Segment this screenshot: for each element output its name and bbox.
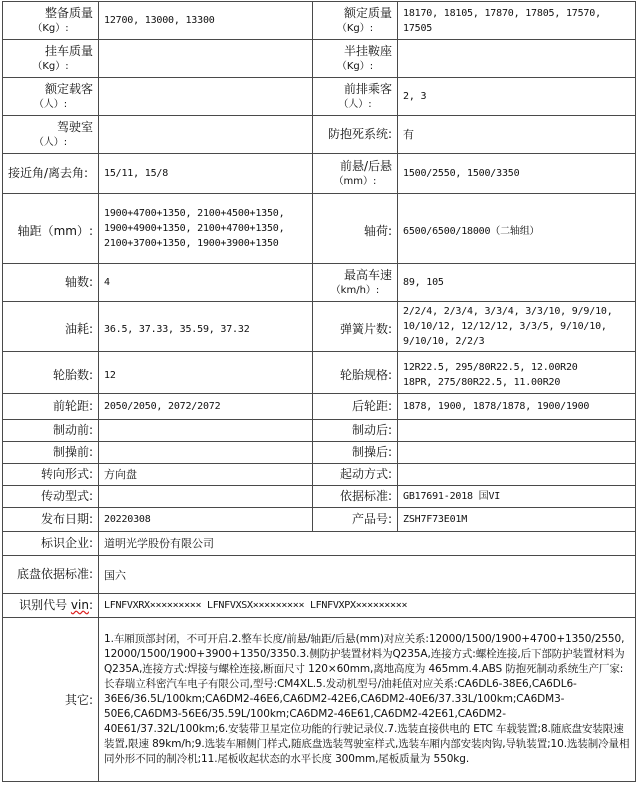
rated-passengers-value <box>99 78 313 116</box>
release-date-label: 发布日期: <box>3 508 99 532</box>
cab-unit: （人）: <box>33 136 68 148</box>
semi-saddle-label <box>313 40 398 78</box>
ctrl-rear-value <box>398 442 636 464</box>
fuel-label: 油耗: <box>3 302 99 352</box>
release-date-value: 20220308 <box>99 508 313 532</box>
max-speed-unit: （km/h）: <box>330 284 380 296</box>
other-label: 其它: <box>3 618 99 782</box>
product-no-label: 产品号: <box>313 508 398 532</box>
cab-label <box>3 116 99 154</box>
rated-mass-value: 18170, 18105, 17870, 17805, 17570, 17505 <box>398 2 636 40</box>
wheelbase-label: 轴距（mm）: <box>3 194 99 264</box>
tire-spec-line-1: 12R22.5, 295/80R22.5, 12.00R20 <box>403 361 578 373</box>
company-label: 标识企业: <box>3 532 99 556</box>
vin-value: LFNFVXRX××××××××× LFNFVXSX××××××××× LFNFVXPX××××××××× <box>99 594 636 618</box>
rated-mass-title: 额定质量 <box>343 5 392 20</box>
abs-value: 有 <box>398 116 636 154</box>
curb-weight-title: 整备质量 <box>44 5 93 20</box>
other-value: 1.车厢顶部封闭，不可开启.2.整车长度/前悬/轴距/后悬(mm)对应关系:12000/1500/1900+4700+1350/2550, 12000/1500/1900+3900+1350/3350.3.侧防护装置材料为Q235A,连接方式:螺栓连接,后下部防护装置材料为Q235A,连接方式:焊接与螺栓连接,断面尺寸 120×60mm,离地高度为 465mm.4.ABS 防抱死制动系统生产厂家:长春瑞立科密汽车电子有限公司,型号:CM4XL.5.发动机型号/油耗值对应关系:CA6DL6-38E6,CA6DL6-36E6/36.5L/100km;CA6DM2-46E6,CA6DM2-42E6,CA6DM2-40E6/37.33L/100km;CA6DM3-50E6,CA6DM3-56E6/35.59L/100km;CA6DM2-46E61,CA6DM2-42E61,CA6DM2-40E61/37.32L/100km;6.安装带卫星定位功能的行驶记录仪.7.选装直接供电的 ETC 车载装置;8.随底盘安装限速装置,限速 89km/h;9.选装车厢侧门样式,随底盘选装驾驶室样式,选装车厢内部安装肉钩,导轨装置;10.选装制冷量相同外形不同的制冷机;11.尾板收起状态的水平长度 300mm,尾板质量为 550kg. <box>99 618 636 782</box>
curb-weight-value: 12700, 13000, 13300 <box>99 2 313 40</box>
vin-label-pre: 识别代号 <box>19 598 71 612</box>
brake-rear-label: 制动后: <box>313 420 398 442</box>
ctrl-rear-label: 制操后: <box>313 442 398 464</box>
axles-label: 轴数: <box>3 264 99 302</box>
curb-weight-unit: （Kg）: <box>32 22 69 34</box>
tire-spec-line-2: 18PR, 275/80R22.5, 11.00R20 <box>403 376 561 388</box>
standard-value: GB17691-2018 国VI <box>398 486 636 508</box>
front-track-label: 前轮距: <box>3 394 99 420</box>
semi-saddle-title: 半挂鞍座 <box>343 43 392 58</box>
wheelbase-value: 1900+4700+1350, 2100+4500+1350, 1900+4900+1350, 2100+4700+1350, 2100+3700+1350, 1900+3900+1350 <box>99 194 313 264</box>
axle-load-label: 轴荷: <box>313 194 398 264</box>
max-speed-title: 最高车速 <box>343 267 392 282</box>
springs-label: 弹簧片数: <box>313 302 398 352</box>
front-track-value: 2050/2050, 2072/2072 <box>99 394 313 420</box>
front-passengers-value: 2, 3 <box>398 78 636 116</box>
rated-mass-unit: （Kg）: <box>336 22 374 34</box>
abs-label: 防抱死系统: <box>313 116 398 154</box>
tire-spec-value <box>398 352 636 394</box>
chassis-std-value: 国六 <box>99 556 636 594</box>
axle-load-value: 6500/6500/18000（二轴组） <box>398 194 636 264</box>
angles-value: 15/11, 15/8 <box>99 154 313 194</box>
cab-value <box>99 116 313 154</box>
product-no-value: ZSH7F73E01M <box>398 508 636 532</box>
company-value: 道明光学股份有限公司 <box>99 532 636 556</box>
trailer-mass-title: 挂车质量 <box>44 43 93 58</box>
curb-weight-label <box>3 2 99 40</box>
start-value <box>398 464 636 486</box>
max-speed-label <box>313 264 398 302</box>
vin-label-vin: vin <box>70 598 89 612</box>
overhang-value: 1500/2550, 1500/3350 <box>398 154 636 194</box>
tire-spec-label: 轮胎规格: <box>313 352 398 394</box>
steering-value: 方向盘 <box>99 464 313 486</box>
angles-label: 接近角/离去角: <box>3 154 99 194</box>
overhang-title: 前悬/后悬 <box>339 158 392 173</box>
front-passengers-title: 前排乘客 <box>343 81 392 96</box>
start-label: 起动方式: <box>313 464 398 486</box>
front-passengers-label <box>313 78 398 116</box>
max-speed-value: 89, 105 <box>398 264 636 302</box>
trailer-mass-value <box>99 40 313 78</box>
rated-passengers-unit: （人）: <box>33 98 68 110</box>
drive-label: 传动型式: <box>3 486 99 508</box>
overhang-unit: （mm）: <box>333 175 377 187</box>
fuel-value: 36.5, 37.33, 35.59, 37.32 <box>99 302 313 352</box>
brake-front-value <box>99 420 313 442</box>
ctrl-front-value <box>99 442 313 464</box>
springs-value: 2/2/4, 2/3/4, 3/3/4, 3/3/10, 9/9/10, 10/10/12, 12/12/12, 3/3/5, 9/10/10, 9/10/10, 2/2/3 <box>398 302 636 352</box>
trailer-mass-unit: （Kg）: <box>32 60 69 72</box>
standard-label: 依据标准: <box>313 486 398 508</box>
vin-label <box>3 594 99 618</box>
brake-rear-value <box>398 420 636 442</box>
semi-saddle-unit: （Kg）: <box>336 60 374 72</box>
brake-front-label: 制动前: <box>3 420 99 442</box>
steering-label: 转向形式: <box>3 464 99 486</box>
semi-saddle-value <box>398 40 636 78</box>
axles-value: 4 <box>99 264 313 302</box>
cab-title: 驾驶室 <box>56 119 93 134</box>
rear-track-value: 1878, 1900, 1878/1878, 1900/1900 <box>398 394 636 420</box>
rated-passengers-label <box>3 78 99 116</box>
trailer-mass-label <box>3 40 99 78</box>
spec-table <box>2 1 636 782</box>
rear-track-label: 后轮距: <box>313 394 398 420</box>
front-passengers-unit: （人）: <box>338 98 372 110</box>
ctrl-front-label: 制操前: <box>3 442 99 464</box>
rated-mass-label <box>313 2 398 40</box>
overhang-label <box>313 154 398 194</box>
rated-passengers-title: 额定载客 <box>44 81 93 96</box>
chassis-std-label: 底盘依据标准: <box>3 556 99 594</box>
tires-count-value: 12 <box>99 352 313 394</box>
tires-count-label: 轮胎数: <box>3 352 99 394</box>
drive-value <box>99 486 313 508</box>
vin-label-post: : <box>88 598 93 612</box>
